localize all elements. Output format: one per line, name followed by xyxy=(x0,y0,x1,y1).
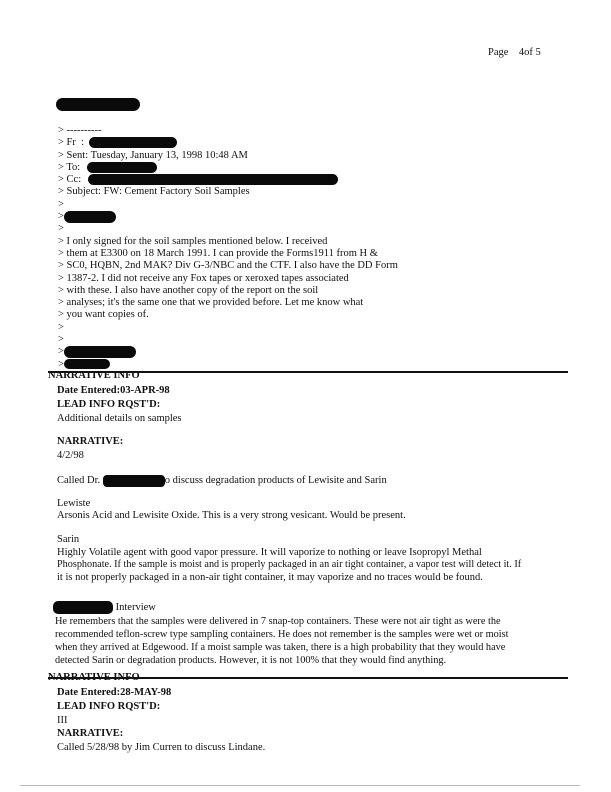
sarin-heading: Sarin xyxy=(57,534,80,545)
called-suffix: o discuss degradation products of Lewisite and Sarin xyxy=(164,475,387,486)
narrative-date: 4/2/98 xyxy=(57,450,84,461)
redaction-cc xyxy=(88,174,338,185)
sarin-text-line: Phosphonate. If the sample is moist and is properly packaged in an air tight container, a vapor test will detect it. If xyxy=(57,559,522,570)
interview-heading xyxy=(53,601,156,614)
lead-info-value: Additional details on samples xyxy=(57,413,182,424)
redaction-sender xyxy=(64,211,116,223)
interview-line: He remembers that the samples were delivered in 7 snap-top containers. These were not air tight as were the xyxy=(55,616,501,627)
lead-info-label: LEAD INFO RQST'D: xyxy=(57,701,161,712)
email-quote-line: > xyxy=(58,345,478,357)
page-value: 4of 5 xyxy=(518,47,541,58)
redaction-top xyxy=(56,98,140,111)
email-cc xyxy=(58,173,478,185)
email-quote-line: > xyxy=(58,358,478,370)
narrative-label: NARRATIVE: xyxy=(57,728,124,739)
redaction-signature-2 xyxy=(64,359,110,369)
email-to xyxy=(58,161,478,173)
email-quote-line: > xyxy=(58,321,64,333)
narrative-section-title: NARRATIVE INFO xyxy=(48,370,140,381)
lead-info-value: III xyxy=(57,715,68,726)
email-body-line: > analyses; it's the same one that we provided before. Let me know what xyxy=(58,297,364,309)
interview-label: Interview xyxy=(115,602,156,613)
email-subject: > Subject: FW: Cement Factory Soil Samples xyxy=(58,186,250,198)
email-quote-line: > xyxy=(58,210,478,222)
called-line xyxy=(57,474,387,487)
narrative-section-title: NARRATIVE INFO xyxy=(48,672,140,683)
email-cc-label: > Cc: xyxy=(58,174,82,186)
email-from-label: > Fr : xyxy=(58,137,85,149)
scan-edge-mark xyxy=(20,785,580,786)
redaction-signature xyxy=(64,346,136,358)
email-body-line: > SC0, HQBN, 2nd MAK? Div G-3/NBC and the CTF. I also have the DD Form xyxy=(58,260,398,272)
email-body-line: > with these. I also have another copy of the report on the soil xyxy=(58,284,319,296)
interview-line: when they arrived at Edgewood. If a moist sample was taken, there is a high probability that they would have xyxy=(55,642,506,653)
narrative-text: Called 5/28/98 by Jim Curren to discuss Lindane. xyxy=(57,742,266,753)
redaction-interviewee xyxy=(53,601,113,614)
narrative-label: NARRATIVE: xyxy=(57,436,124,447)
interview-line: recommended teflon-screw type sampling containers. He does not remember is the samples were wet or moist xyxy=(55,629,509,640)
email-body-line: > 1387-2. I did not receive any Fox tapes or xeroxed tapes associated xyxy=(58,272,349,284)
email-body-line: > you want copies of. xyxy=(58,309,149,321)
email-quote-line: > xyxy=(58,334,64,346)
date-entered: Date Entered:28-MAY-98 xyxy=(57,687,172,698)
sarin-text-line: Highly Volatile agent with good vapor pressure. It will vaporize to nothing or leave Isopropyl Methal xyxy=(57,547,482,558)
email-quote-line: > xyxy=(58,198,64,210)
email-quote-line: > xyxy=(58,223,64,235)
email-sent: > Sent: Tuesday, January 13, 1998 10:48 AM xyxy=(58,149,248,161)
sarin-text-line: it is not properly packaged in a non-air tight container, it may vaporize and no traces would be found. xyxy=(57,572,483,583)
email-body-line: > I only signed for the soil samples mentioned below. I received xyxy=(58,235,328,247)
email-to-label: > To: xyxy=(58,161,81,173)
email-body-line: > them at E3300 on 18 March 1991. I can provide the Forms1911 from H & xyxy=(58,247,378,259)
email-separator: > ---------- xyxy=(58,125,102,136)
lewiste-text: Arsonis Acid and Lewisite Oxide. This is a very strong vesicant. Would be present. xyxy=(57,510,406,521)
page-label: Page xyxy=(488,47,509,58)
page-number xyxy=(488,46,541,59)
redaction-doctor xyxy=(103,475,165,487)
date-entered: Date Entered:03-APR-98 xyxy=(57,385,170,396)
redaction-from xyxy=(89,137,177,148)
forwarded-email xyxy=(58,124,478,370)
lead-info-label: LEAD INFO RQST'D: xyxy=(57,399,161,410)
interview-line: detected Sarin or degradation products. However, it is not 100% that they would find anything. xyxy=(55,655,447,666)
email-from xyxy=(58,136,478,148)
called-prefix: Called Dr. xyxy=(57,475,101,486)
lewiste-heading: Lewiste xyxy=(57,498,91,509)
redaction-to xyxy=(87,162,157,173)
